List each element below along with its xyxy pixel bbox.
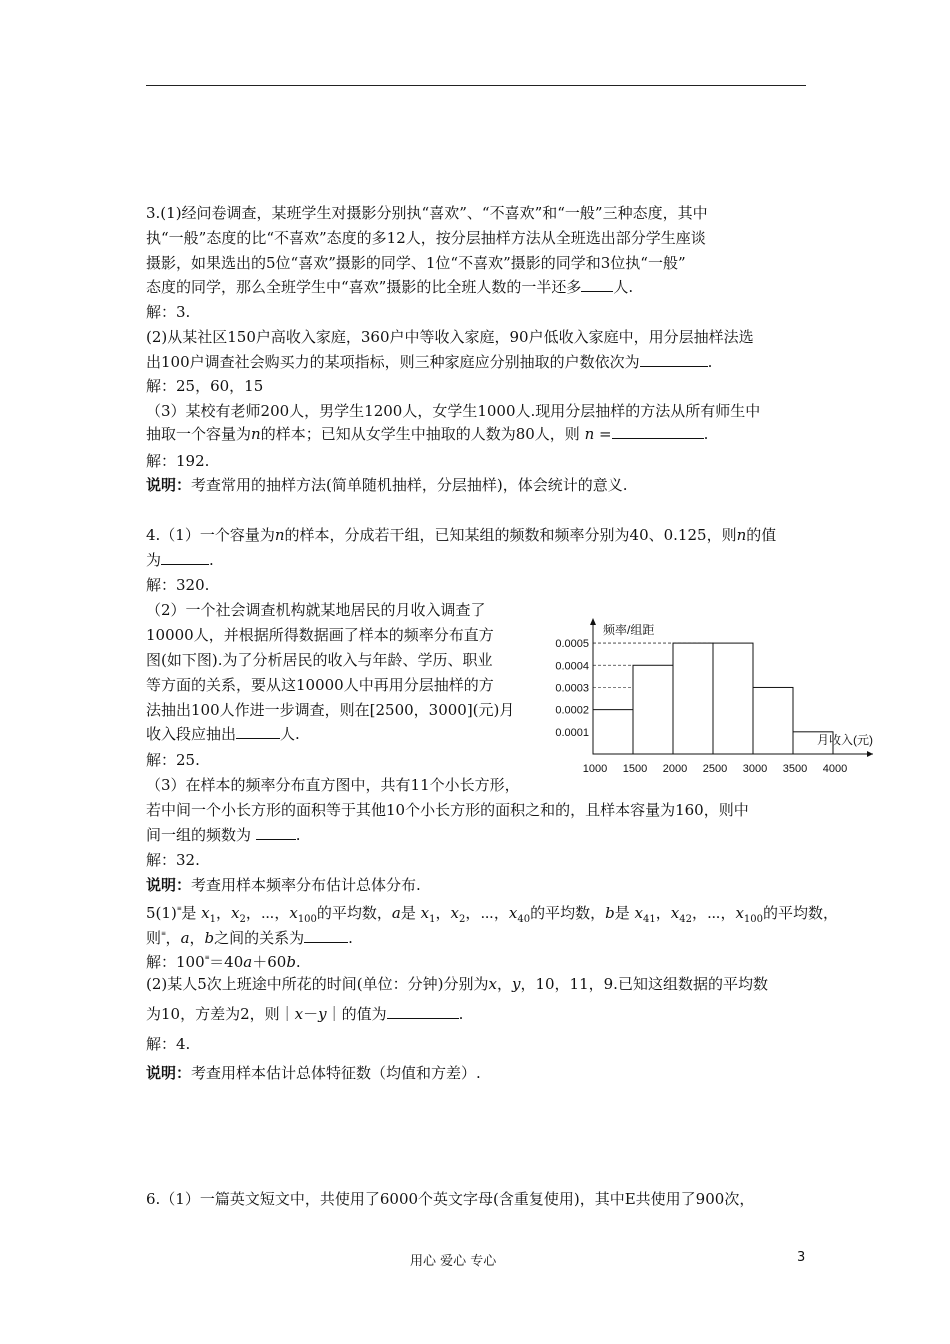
q4-text-1: 4.（1）一个容量为n的样本，分成若干组，已知某组的频数和频率分别为40、0.125，则n的值	[146, 526, 777, 544]
q4-answer-1: 解：320.	[146, 576, 210, 594]
x-tick-label: 4000	[822, 763, 848, 775]
q4-part2-1: （2）一个社会调查机构就某地居民的月收入调查了	[146, 601, 486, 619]
y-tick-label: 0.0005	[555, 638, 589, 651]
answer-blank	[236, 724, 280, 739]
q3-answer-2: 解：25，60，15	[146, 377, 264, 395]
x-tick-label: 2000	[662, 763, 688, 775]
answer-blank	[387, 1004, 459, 1019]
x-axis-arrow	[867, 751, 873, 757]
q5-answer-1: 解：100≡＝40a＋60b.	[146, 953, 301, 971]
q4-answer-2: 解：25.	[146, 751, 200, 769]
q3-answer-3: 解：192.	[146, 452, 210, 470]
q4-part3-2: 若中间一个小长方形的面积等于其他10个小长方形的面积之和的，且样本容量为160，则中	[146, 801, 749, 819]
y-tick-label: 0.0003	[555, 682, 589, 695]
q3-answer-1: 解：3.	[146, 303, 191, 321]
q3-text-3: 摄影，如果选出的5位“喜欢”摄影的同学、1位“不喜欢”摄影的同学和3位执“一般”	[146, 254, 686, 272]
q4-part2-6: 收入段应抽出 人.	[146, 725, 300, 743]
mean-symbol: ≡	[204, 954, 210, 961]
histogram-bar	[713, 643, 753, 754]
q5-text-2: 则≡，a，b之间的关系为 .	[146, 929, 353, 947]
y-tick-label: 0.0004	[555, 660, 589, 673]
q5-part2-2: 为10，方差为2，则｜x－y｜的值为 .	[146, 1005, 464, 1023]
q3-part3-1: （3）某校有老师200人，男学生1200人，女学生1000人.现用分层抽样的方法从所有师生中	[146, 402, 761, 420]
histogram-bar	[673, 643, 713, 754]
q3-note: 说明：考查常用的抽样方法(简单随机抽样，分层抽样)，体会统计的意义.	[146, 476, 628, 494]
answer-blank	[581, 277, 613, 292]
y-tick-label: 0.0001	[555, 726, 589, 739]
answer-blank	[304, 928, 348, 943]
answer-blank	[161, 550, 209, 565]
q3-part2-2: 出100户调查社会购买力的某项指标，则三种家庭应分别抽取的户数依次为 .	[146, 353, 713, 371]
q4-part2-2: 10000人，并根据所得数据画了样本的频率分布直方	[146, 626, 494, 644]
q5-text-1: 5(1)≡是 $x_1$，$x_2$，⋯，$x_{100}$的平均数，a是 $x_1$，$x_2$，⋯，$x_{40}$的平均数，b是 $x_{41}$，$x_{42}$，⋯，$x_{100}$的平均数，	[146, 904, 839, 925]
x-tick-label: 1000	[582, 763, 608, 775]
histogram-bar	[633, 665, 673, 754]
q3-part2-1: (2)从某社区150户高收入家庭，360户中等收入家庭，90户低收入家庭中，用分层抽样法选	[146, 328, 754, 346]
q3-text-1: 3.(1)经问卷调查，某班学生对摄影分别执“喜欢”、“不喜欢”和“一般”三种态度，其中	[146, 204, 708, 222]
mean-symbol: ≡	[176, 905, 182, 912]
q3-part3-2: 抽取一个容量为n的样本；已知从女学生中抽取的人数为80人，则 n = .	[146, 425, 709, 443]
q5-note: 说明：考查用样本估计总体特征数（均值和方差）.	[146, 1064, 481, 1082]
x-tick-label: 3500	[782, 763, 808, 775]
q3-text-2: 执“一般”态度的比“不喜欢”态度的多12人，按分层抽样方法从全班选出部分学生座谈	[146, 229, 706, 247]
q4-note: 说明：考查用样本频率分布估计总体分布.	[146, 876, 421, 894]
q4-part2-4: 等方面的关系，要从这10000人中再用分层抽样的方	[146, 676, 494, 694]
answer-blank	[256, 825, 296, 840]
page-number: 3	[797, 1250, 806, 1265]
mean-symbol: ≡	[161, 930, 166, 937]
header-rule	[146, 85, 806, 86]
y-tick-label: 0.0002	[555, 704, 589, 717]
q4-part2-3: 图(如下图).为了分析居民的收入与年龄、学历、职业	[146, 651, 493, 669]
y-axis-arrow	[590, 618, 596, 625]
x-tick-label: 1500	[622, 763, 648, 775]
q4-part3-3: 间一组的频数为 .	[146, 826, 301, 844]
q3-text-4: 态度的同学，那么全班学生中“喜欢”摄影的比全班人数的一半还多 人.	[146, 278, 634, 296]
y-axis-label: 频率/组距	[603, 623, 655, 637]
answer-blank	[612, 424, 704, 439]
answer-blank	[640, 352, 708, 367]
x-tick-label: 3000	[742, 763, 768, 775]
q4-part2-5: 法抽出100人作进一步调查，则在[2500，3000](元)月	[146, 701, 515, 719]
histogram-bar	[753, 687, 793, 754]
q4-answer-3: 解：32.	[146, 851, 200, 869]
q5-part2-1: (2)某人5次上班途中所花的时间(单位：分钟)分别为x，y，10，11，9.已知这组数据的平均数	[146, 975, 768, 993]
income-histogram	[548, 612, 878, 782]
q4-text-2: 为 .	[146, 551, 214, 569]
q6-text-1: 6.（1）一篇英文短文中，共使用了6000个英文字母(含重复使用)，其中E共使用了900次，	[146, 1190, 755, 1208]
q5-answer-2: 解：4.	[146, 1035, 191, 1053]
x-tick-label: 2500	[702, 763, 728, 775]
q4-part3-1: （3）在样本的频率分布直方图中，共有11个小长方形，	[146, 776, 520, 794]
footer-motto: 用心 爱心 专心	[410, 1254, 497, 1269]
x-axis-label: 月收入(元)	[817, 733, 873, 747]
histogram-bar	[593, 710, 633, 754]
